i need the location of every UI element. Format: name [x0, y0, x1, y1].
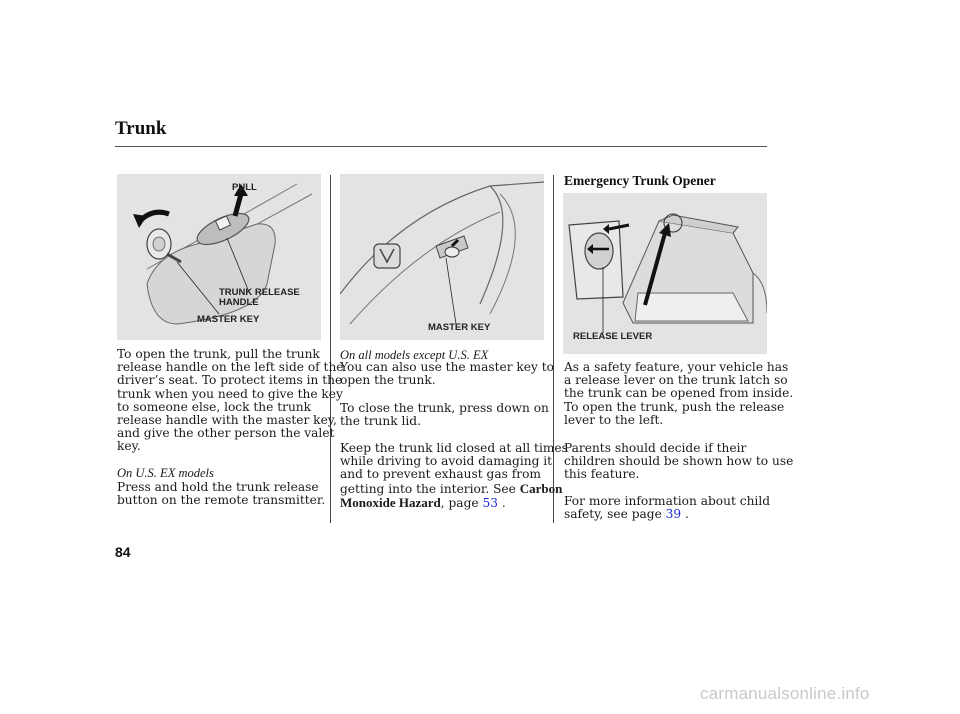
header-rule [115, 146, 767, 147]
label-release-lever: RELEASE LEVER [573, 331, 653, 342]
middle-model-label: On all models except U.S. EX [340, 348, 489, 362]
label-pull: PULL [232, 182, 257, 193]
right-paragraph-3 [564, 495, 770, 521]
middle-paragraph-1: You can also use the master key to open the trunk. [340, 360, 554, 388]
middle-paragraph-3 [340, 442, 568, 510]
middle-paragraph-3-text: Keep the trunk lid closed at all times while driving to avoid damaging it and to prevent exhaust gas from getting into the interior. See [340, 441, 568, 496]
monoxide-hazard-bold: Monoxide Hazard [340, 494, 441, 510]
middle-paragraph-3-end: . [497, 495, 506, 510]
section-title: Trunk [115, 118, 167, 139]
trunk-lid-drawing [340, 174, 544, 340]
watermark: carmanualsonline.info [700, 684, 870, 703]
label-master-key-middle: MASTER KEY [428, 322, 491, 333]
label-master-key-left: MASTER KEY [197, 314, 260, 325]
trunk-interior-drawing [563, 193, 767, 354]
page-link-39[interactable]: 39 [665, 507, 682, 522]
page-number: 84 [115, 544, 131, 560]
trunk-release-handle-illustration [117, 174, 321, 340]
right-paragraph-3-text: For more information about child safety, see page [564, 494, 771, 522]
page-prefix: , page [440, 495, 483, 510]
label-trunk-release-handle: TRUNK RELEASE HANDLE [219, 287, 300, 308]
right-paragraph-1: As a safety feature, your vehicle has a release lever on the trunk latch so the trunk can be opened from inside. To open the trunk, push the release lever to the left. [564, 360, 794, 427]
emergency-trunk-opener-heading: Emergency Trunk Opener [564, 173, 716, 188]
trunk-lock-illustration [340, 174, 544, 340]
right-paragraph-2: Parents should decide if their children should be shown how to use this feature. [564, 441, 794, 482]
middle-paragraph-2: To close the trunk, press down on the trunk lid. [340, 401, 549, 429]
emergency-release-illustration [563, 193, 767, 354]
left-model-label: On U.S. EX models [117, 466, 214, 480]
left-paragraph-1: To open the trunk, pull the trunk release handle on the left side of the driver’s seat. To protect items in the trunk when you need to give the key to someone else, lock the trunk release handle with the master key, and give the other person the valet key. [117, 347, 344, 454]
left-paragraph-2: Press and hold the trunk release button on the remote transmitter. [117, 480, 326, 508]
carbon-bold: Carbon [519, 480, 563, 496]
page-link-53[interactable]: 53 [482, 495, 498, 510]
right-paragraph-3-end: . [681, 507, 689, 522]
